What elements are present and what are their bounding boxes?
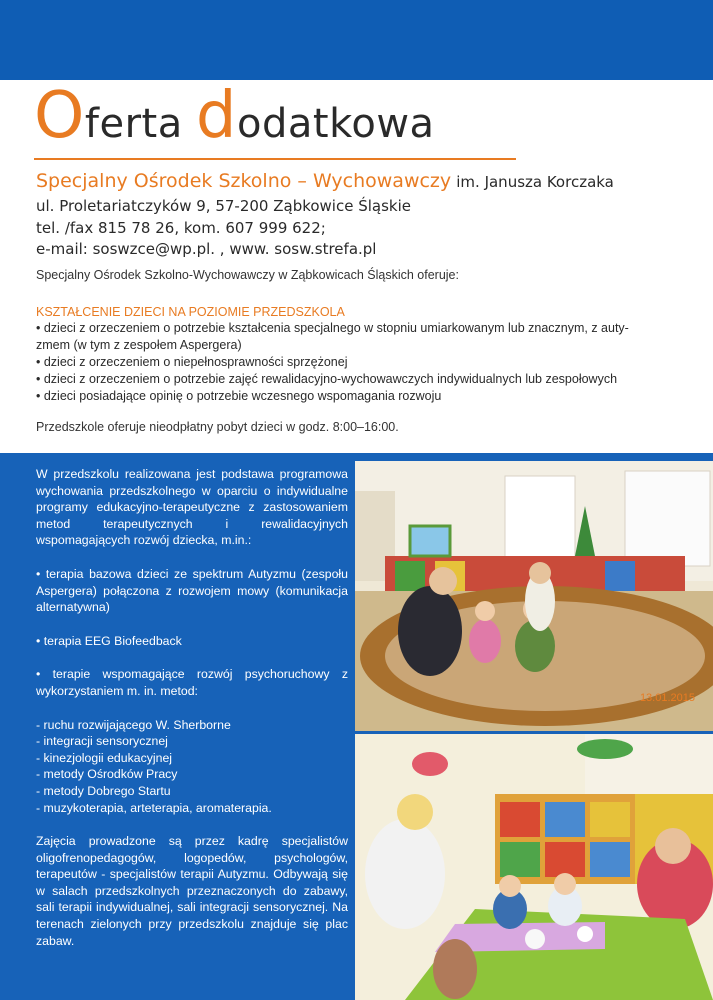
classroom-photo — [355, 461, 713, 731]
list-item: - metody Ośrodków Pracy — [36, 767, 178, 782]
list-item: • dzieci z orzeczeniem o potrzebie kształcenia specjalnego w stopniu umiarkowanym lub znacznym, z auty- — [36, 321, 629, 335]
therapy-psychomotor: • terapie wspomagające rozwój psychoruchowy z wykorzystaniem m. in. metod: — [36, 667, 348, 698]
list-item: • dzieci posiadające opinię o potrzebie wczesnego wspomagania rozwoju — [36, 389, 442, 403]
intro-text: Specjalny Ośrodek Szkolno-Wychowawczy w Ząbkowicach Śląskich oferuje: — [36, 268, 459, 282]
title-divider — [34, 158, 516, 160]
title-first-letter: O — [34, 79, 85, 153]
opening-hours-note: Przedszkole oferuje nieodpłatny pobyt dzieci w godz. 8:00–16:00. — [36, 420, 399, 434]
title-word2-rest: odatkowa — [237, 101, 435, 147]
list-item: • dzieci z orzeczeniem o niepełnosprawności sprzężonej — [36, 355, 348, 369]
list-item: zmem (w tym z zespołem Aspergera) — [36, 338, 242, 352]
top-color-band — [0, 0, 713, 80]
program-paragraph-1: W przedszkolu realizowana jest podstawa programowa wychowania przedszkolnego w oparciu o indywidualne programy edukacyjno-terapeutyczne z zastosowaniem metod terapeutycznych i rewalidacyjnych wspomagających rozwój dziecka, m.in.: — [36, 467, 348, 548]
table-activity-photo — [355, 734, 713, 1000]
photo-date-stamp: 13.01.2015 — [639, 692, 695, 704]
list-item: - ruchu rozwijającego W. Sherborne — [36, 717, 231, 732]
preschool-bullet-list — [36, 320, 686, 405]
page-title — [34, 79, 435, 153]
list-item: • dzieci z orzeczeniem o potrzebie zajęć rewalidacyjno-wychowawczych indywidualnych lub zespołowych — [36, 372, 618, 386]
institution-patron: im. Janusza Korczaka — [456, 173, 614, 191]
methods-list — [36, 717, 348, 817]
preschool-heading: KSZTAŁCENIE DZIECI NA POZIOMIE PRZEDSZKOLA — [36, 305, 345, 319]
institution-name: Specjalny Ośrodek Szkolno – Wychowawczy — [36, 170, 452, 192]
list-item: - metody Dobrego Startu — [36, 783, 171, 798]
institution-phone: tel. /fax 815 78 26, kom. 607 999 622; — [36, 219, 326, 237]
therapy-eeg: • terapia EEG Biofeedback — [36, 633, 182, 648]
title-word1-rest: ferta — [84, 101, 196, 147]
program-paragraph-2: Zajęcia prowadzone są przez kadrę specjalistów oligofrenopedagogów, logopedów, psychologów, terapeutów - specjalistów terapii Autyzmu. Odbywają się w salach przedszkolnych przeznaczonych do zabawy, sali terapii indywidualnej, sali integracji sensorycznej. Na terenach zielonych przy przedszkolu znajduje się plac zabaw. — [36, 834, 348, 948]
program-text — [36, 466, 348, 949]
list-item: - kinezjologii edukacyjnej — [36, 750, 173, 765]
therapy-autism: • terapia bazowa dzieci ze spektrum Autyzmu (zespołu Aspergera) połączona z rozwojem mowy (komunikacja alternatywna) — [36, 566, 348, 615]
institution-contact: e-mail: soswzce@wp.pl. , www. sosw.strefa.pl — [36, 240, 377, 258]
institution-line — [36, 170, 614, 192]
list-item: - muzykoterapia, arteterapia, aromaterapia. — [36, 800, 272, 815]
list-item: - integracji sensorycznej — [36, 734, 168, 749]
institution-address: ul. Proletariatczyków 9, 57-200 Ząbkowice Śląskie — [36, 197, 411, 215]
title-second-letter: d — [195, 79, 238, 153]
